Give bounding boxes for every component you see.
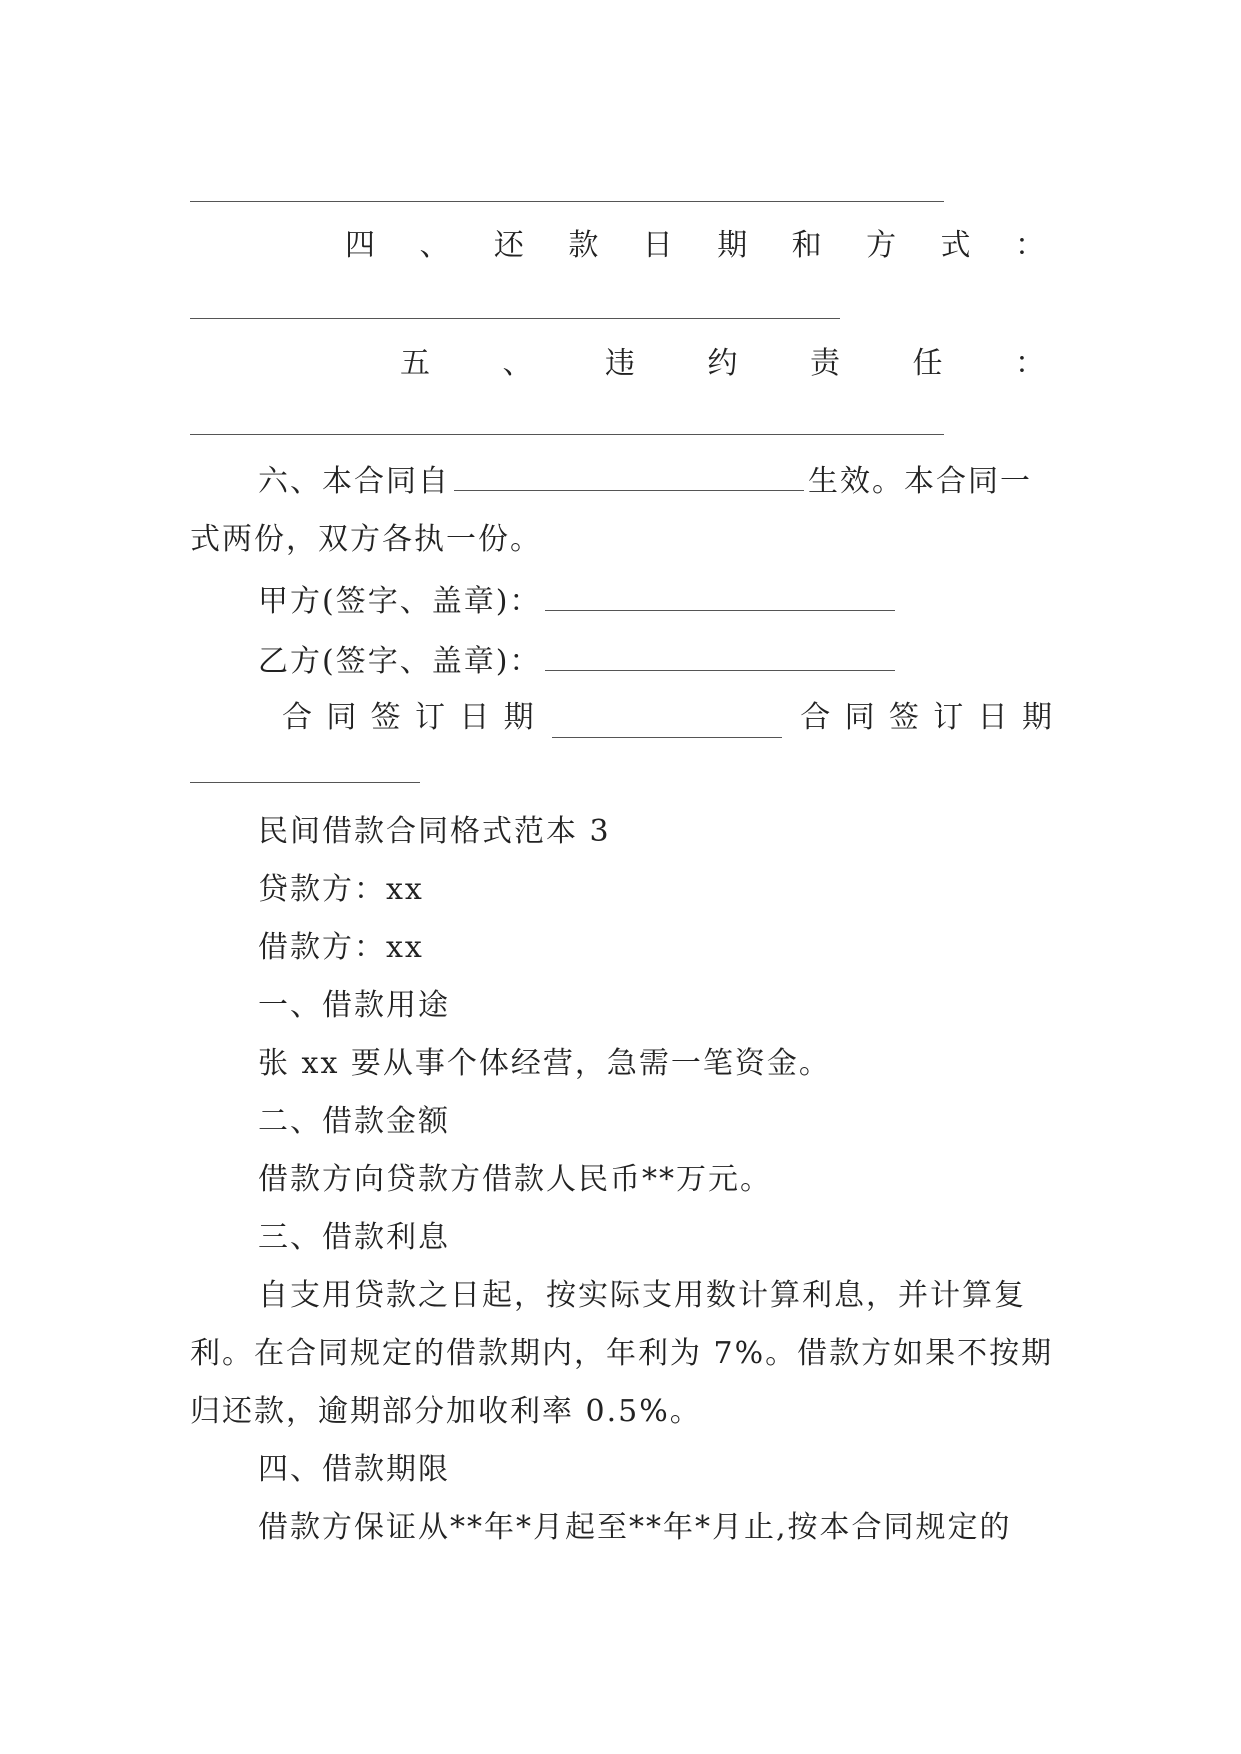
date-blank[interactable]	[552, 707, 782, 738]
effective-clause: 六、本合同自 生效。本合同一	[258, 460, 1032, 502]
blank-line	[190, 201, 944, 202]
sign-date-line: 合 同 签 订 日 期 合 同 签 订 日 期	[282, 698, 1052, 738]
paragraph: 归还款，逾期部分加收利率 0.5%。	[190, 1394, 702, 1429]
blank-line	[190, 434, 944, 435]
paragraph: 自支用贷款之日起，按实际支用数计算利息，并计算复	[258, 1278, 1026, 1313]
lender-line: 贷款方：xx	[258, 872, 424, 907]
party-a-signature: 甲方(签字、盖章)：	[258, 580, 899, 622]
date-blank[interactable]	[190, 782, 420, 783]
paragraph: 张 xx 要从事个体经营，急需一笔资金。	[258, 1046, 831, 1081]
paragraph: 借款方向贷款方借款人民币**万元。	[258, 1162, 772, 1197]
section-heading: 三、借款利息	[258, 1220, 450, 1255]
section-heading: 一、借款用途	[258, 988, 450, 1023]
repayment-heading: 四 、 还 款 日 期 和 方 式 ：	[345, 228, 1045, 263]
section-heading: 四、借款期限	[258, 1452, 450, 1487]
copies-clause: 式两份，双方各执一份。	[190, 522, 542, 557]
borrower-line: 借款方：xx	[258, 930, 424, 965]
section-heading: 二、借款金额	[258, 1104, 450, 1139]
paragraph: 利。在合同规定的借款期内，年利为 7%。借款方如果不按期	[190, 1336, 1054, 1371]
party-b-signature: 乙方(签字、盖章)：	[258, 640, 899, 682]
blank-line	[190, 318, 840, 319]
template-title: 民间借款合同格式范本 3	[258, 814, 611, 849]
signature-blank[interactable]	[545, 640, 895, 671]
date-blank[interactable]	[454, 460, 804, 491]
paragraph: 借款方保证从**年*月起至**年*月止,按本合同规定的	[258, 1510, 1012, 1545]
signature-blank[interactable]	[545, 580, 895, 611]
breach-heading: 五 、 违 约 责 任 ：	[400, 346, 1045, 381]
